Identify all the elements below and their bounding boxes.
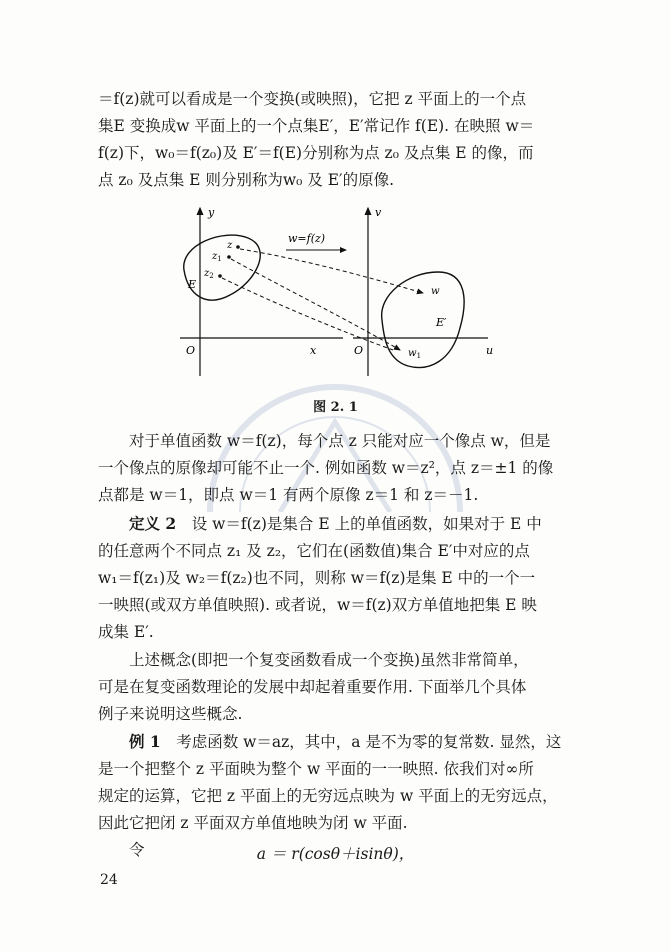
formula-a: a ＝ r(cosθ＋isinθ)， bbox=[256, 845, 415, 863]
text-line: 例 1 考虑函数 w＝az，其中，a 是不为零的复常数. 显然，这 bbox=[129, 732, 562, 751]
figure-mapping-diagram bbox=[168, 200, 508, 390]
u-axis-label: u bbox=[486, 344, 494, 357]
let-word: 令 bbox=[129, 841, 145, 859]
example-label: 例 1 bbox=[129, 732, 161, 751]
point-z bbox=[236, 245, 240, 249]
text-line: 一映照(或双方单值映照). 或者说，w＝f(z)双方单值地把集 E 映 bbox=[98, 596, 537, 614]
text-line: 因此它把闭 z 平面双方单值地映为闭 w 平面. bbox=[98, 814, 408, 832]
y-axis-label: y bbox=[208, 206, 215, 219]
point-z1-label: $z_1$ bbox=[212, 251, 222, 263]
set-E-prime-region bbox=[382, 272, 464, 367]
text-line: 定义 2 设 w＝f(z)是集合 E 上的单值函数，如果对于 E 中 bbox=[129, 514, 542, 533]
text-line: 是一个把整个 z 平面映为整个 w 平面的一一映照. 依我们对∞所 bbox=[98, 760, 534, 778]
page-number: 24 bbox=[100, 872, 118, 888]
text-line: 上述概念(即把一个复变函数看成一个变换)虽然非常简单， bbox=[129, 651, 529, 669]
text-line: f(z)下，w₀＝f(z₀)及 E′＝f(E)分别称为点 z₀ 及点集 E 的像，而 bbox=[98, 144, 534, 162]
text-line: 对于单值函数 w＝f(z)，每个点 z 只能对应一个像点 w，但是 bbox=[129, 432, 551, 450]
set-E-label: E bbox=[188, 278, 197, 291]
definition-2 bbox=[98, 510, 576, 646]
text-line: 点都是 w＝1，即点 w＝1 有两个原像 z＝1 和 z＝－1. bbox=[98, 486, 479, 504]
paragraph-concept-importance bbox=[98, 647, 576, 728]
point-z2-label: $z_2$ bbox=[204, 268, 214, 280]
dashed-map-z-to-w bbox=[240, 249, 423, 293]
point-z1 bbox=[227, 255, 231, 259]
figure-caption: 图 2. 1 bbox=[313, 400, 358, 415]
mapping-label: w=f(z) bbox=[288, 232, 326, 245]
text-line: 的任意两个不同点 z₁ 及 z₂，它们在(函数值)集合 E′中对应的点 bbox=[98, 542, 530, 560]
point-z-label: z bbox=[227, 240, 233, 251]
text-line: 集E 变换成w 平面上的一个点集E′，E′常记作 f(E). 在映照 w＝ bbox=[98, 117, 535, 135]
paragraph-mapping-intro bbox=[98, 86, 576, 194]
text-line: w₁＝f(z₁)及 w₂＝f(z₂)也不同，则称 w＝f(z)是集 E 中的一个一 bbox=[98, 569, 536, 587]
point-w-label: w bbox=[431, 286, 440, 297]
text-line: 可是在复变函数理论的发展中却起着重要作用. 下面举几个具体 bbox=[98, 678, 527, 696]
text-line: 例子来说明这些概念. bbox=[98, 705, 243, 723]
text-line: 规定的运算，它把 z 平面上的无穷远点映为 w 平面上的无穷远点， bbox=[98, 787, 558, 805]
text-line: 一个像点的原像却可能不止一个. 例如函数 w＝z²，点 z＝±1 的像 bbox=[98, 459, 554, 477]
dashed-map-z1-to-w1 bbox=[231, 259, 400, 350]
point-z2 bbox=[218, 274, 222, 278]
definition-label: 定义 2 bbox=[129, 514, 177, 533]
paragraph-single-valued bbox=[98, 428, 576, 509]
text-line: 点 z₀ 及点集 E 则分别称为w₀ 及 E′的原像. bbox=[98, 171, 394, 189]
x-axis-label: x bbox=[310, 344, 317, 357]
v-axis-label: v bbox=[375, 206, 382, 219]
text-line: 成集 E′. bbox=[98, 623, 154, 641]
point-w1-label: $w_1$ bbox=[408, 348, 422, 360]
dashed-map-z2-to-w1 bbox=[222, 278, 393, 350]
origin-right-label: O bbox=[354, 344, 364, 357]
origin-left-label: O bbox=[186, 344, 196, 357]
set-E-prime-label: E′ bbox=[436, 316, 447, 329]
text-line: ＝f(z)就可以看成是一个变换(或映照)，它把 z 平面上的一个点 bbox=[98, 90, 527, 108]
